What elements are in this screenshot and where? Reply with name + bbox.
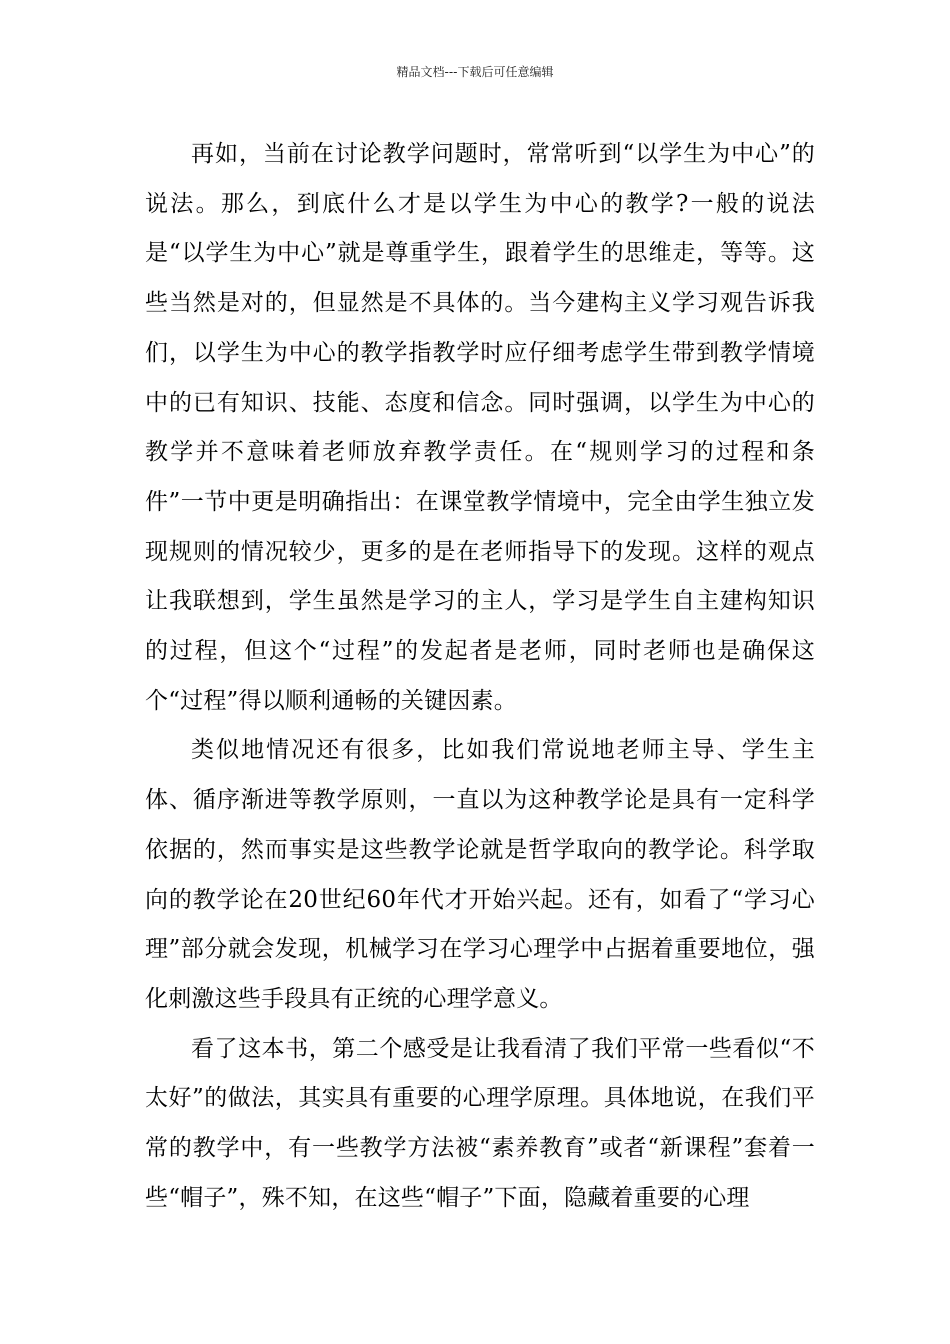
document-body xyxy=(145,130,815,1223)
paragraph-2: 类似地情况还有很多，比如我们常说地老师主导、学生主体、循序渐进等教学原则，一直以为这种教学论是具有一定科学依据的，然而事实是这些教学论就是哲学取向的教学论。科学取向的教学论在20世纪60年代才开始兴起。还有，如看了“学习心理”部分就会发现，机械学习在学习心理学中占据着重要地位，强化刺激这些手段具有正统的心理学意义。 xyxy=(145,737,815,1012)
page-header: 精品文档---下载后可任意编辑 xyxy=(396,65,554,79)
paragraph-1: 再如，当前在讨论教学问题时，常常听到“以学生为中心”的说法。那么，到底什么才是以学生为中心的教学?一般的说法是“以学生为中心”就是尊重学生，跟着学生的思维走，等等。这些当然是对的，但显然是不具体的。当今建构主义学习观告诉我们，以学生为中心的教学指教学时应仔细考虑学生带到教学情境中的已有知识、技能、态度和信念。同时强调，以学生为中心的教学并不意味着老师放弃教学责任。在“规则学习的过程和条件”一节中更是明确指出：在课堂教学情境中，完全由学生独立发现规则的情况较少，更多的是在老师指导下的发现。这样的观点让我联想到，学生虽然是学习的主人，学习是学生自主建构知识的过程，但这个“过程”的发起者是老师，同时老师也是确保这个“过程”得以顺利通畅的关键因素。 xyxy=(145,141,815,714)
paragraph-3: 看了这本书，第二个感受是让我看清了我们平常一些看似“不太好”的做法，其实具有重要的心理学原理。具体地说，在我们平常的教学中，有一些教学方法被“素养教育”或者“新课程”套着一些“帽子”，殊不知，在这些“帽子”下面，隐藏着重要的心理 xyxy=(145,1035,815,1211)
